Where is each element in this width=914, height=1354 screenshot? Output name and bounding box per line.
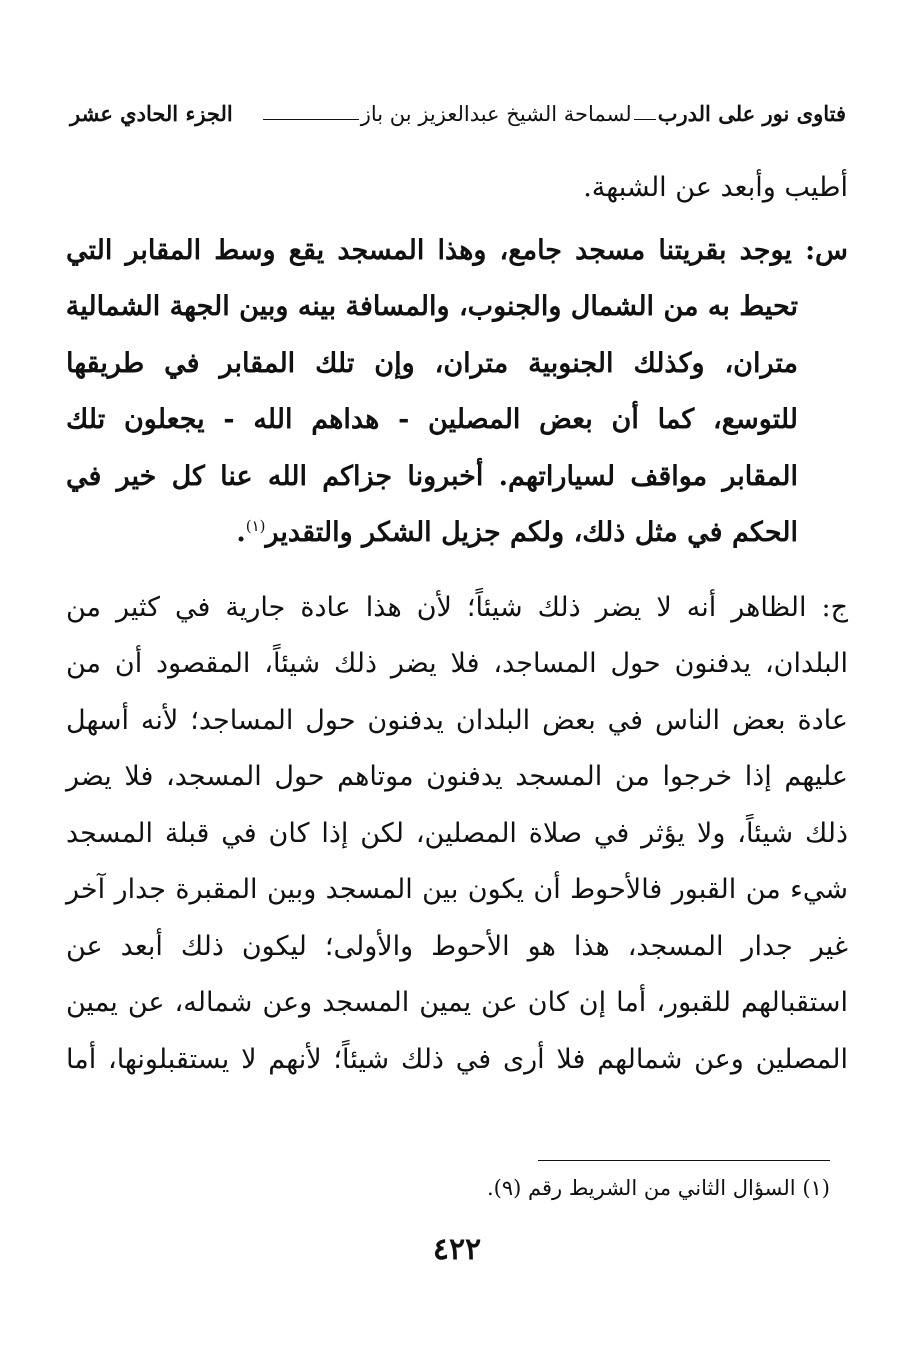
answer-line: المصلين وعن شمالهم فلا أرى في ذلك شيئاً؛ لأنهم لا يستقبلونها، أما	[66, 1043, 848, 1075]
answer-line: استقبالهم للقبور، أما إن كان عن يمين المسجد وعن شماله، عن يمين	[66, 987, 848, 1018]
page-number: ٤٢٢	[432, 1232, 482, 1267]
header-separator	[263, 119, 359, 120]
answer-label: ج:	[821, 591, 848, 623]
answer-line	[66, 580, 848, 637]
header-title-group	[261, 101, 846, 126]
question-end: .	[236, 517, 246, 548]
question-text: يوجد بقريتنا مسجد جامع، وهذا المسجد يقع وسط المقابر التي	[66, 234, 792, 266]
answer-text: الظاهر أنه لا يضر ذلك شيئاً؛ لأن هذا عادة جارية في كثير من	[66, 591, 807, 623]
volume-title: الجزء الحادي عشر	[70, 101, 233, 126]
answer-line: ذلك شيئاً، ولا يؤثر في صلاة المصلين، لكن إذا كان في قبلة المسجد	[66, 817, 848, 849]
book-title: فتاوى نور على الدرب	[657, 101, 846, 126]
question-label: س:	[805, 234, 848, 266]
author-name: لسماحة الشيخ عبدالعزيز بن باز	[360, 102, 632, 126]
footnote-divider	[538, 1160, 830, 1161]
running-header	[70, 90, 846, 126]
answer-block	[66, 580, 848, 1089]
question-line	[66, 505, 848, 562]
answer-line: غير جدار المسجد، هذا هو الأحوط والأولى؛ ليكون ذلك أبعد عن	[66, 930, 848, 962]
footnote-text: (١) السؤال الثاني من الشريط رقم (٩).	[486, 1176, 830, 1200]
answer-line: البلدان، يدفنون حول المساجد، فلا يضر ذلك شيئاً، المقصود أن من	[66, 648, 848, 679]
header-separator	[634, 119, 656, 120]
answer-line: عادة بعض الناس في بعض البلدان يدفنون حول المساجد؛ لأنه أسهل	[66, 704, 848, 736]
footnote-reference[interactable]: (١)	[245, 517, 266, 535]
question-line: للتوسع، كما أن بعض المصلين - هداهم الله - يجعلون تلك	[66, 404, 798, 435]
question-line: تحيط به من الشمال والجنوب، والمسافة بينه وبين الجهة الشمالية	[65, 291, 798, 322]
answer-line: شيء من القبور فالأحوط أن يكون بين المسجد وبين المقبرة جدار آخر	[66, 874, 848, 905]
question-line: المقابر مواقف لسياراتهم. أخبرونا جزاكم الله عنا كل خير في	[66, 460, 798, 492]
question-line: متران، وكذلك الجنوبية متران، وإن تلك المقابر في طريقها	[66, 347, 798, 379]
question-line	[66, 223, 848, 280]
question-text: الحكم في مثل ذلك، ولكم جزيل الشكر والتقدير	[265, 517, 798, 548]
answer-line: عليهم إذا خرجوا من المسجد يدفنون موتاهم حول المسجد، فلا يضر	[66, 761, 848, 792]
page-body	[66, 160, 848, 1088]
continuation-line: أطيب وأبعد عن الشبهة.	[583, 172, 848, 203]
question-block	[66, 223, 848, 562]
